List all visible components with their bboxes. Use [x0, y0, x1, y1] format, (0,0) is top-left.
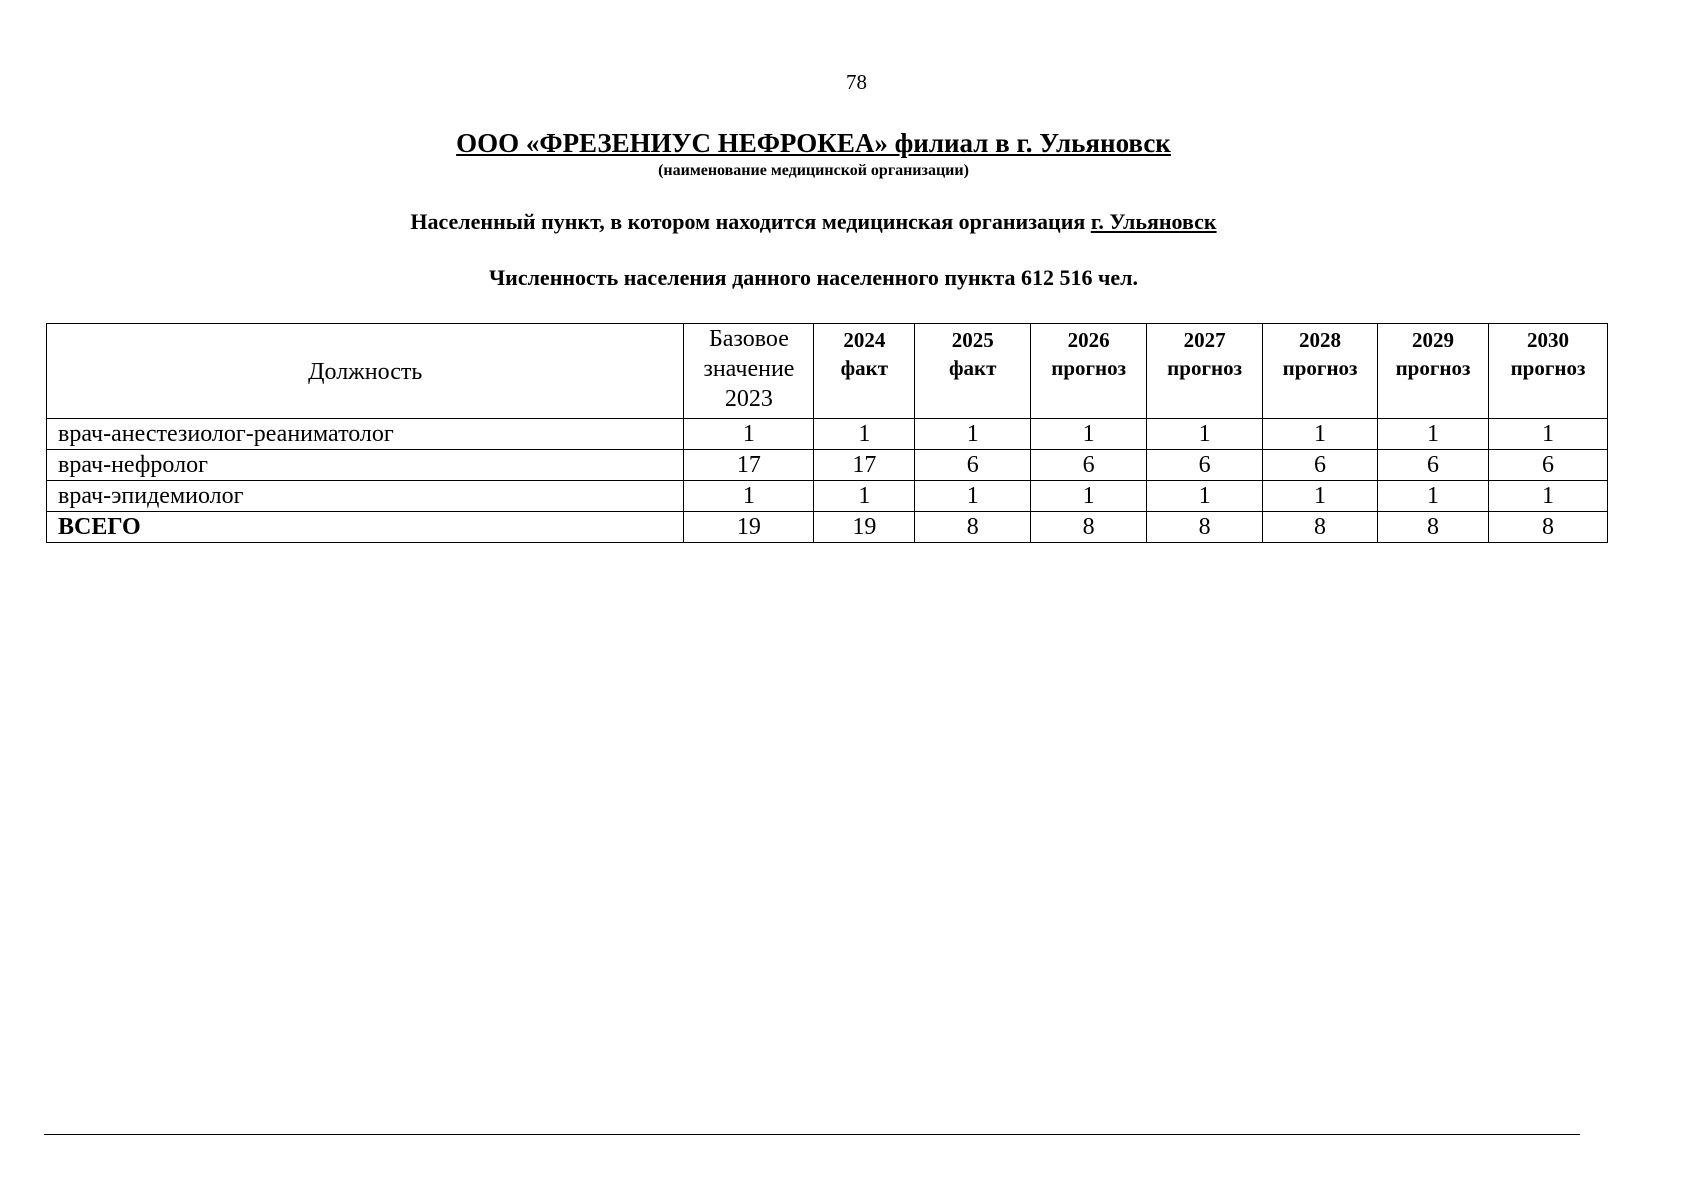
header-base-value	[684, 324, 814, 419]
value-cell: 1	[1031, 419, 1147, 450]
value-cell: 17	[684, 450, 814, 481]
header-year-2025	[915, 324, 1031, 419]
value-cell: 1	[1378, 481, 1489, 512]
total-value-cell: 8	[1147, 512, 1263, 543]
value-cell: 6	[1031, 450, 1147, 481]
total-value-cell: 8	[1378, 512, 1489, 543]
locality-value: г. Ульяновск	[1090, 209, 1217, 234]
header-year: 2027	[1183, 328, 1226, 352]
organization-name	[0, 128, 1627, 159]
value-cell: 1	[814, 419, 915, 450]
value-cell: 6	[1263, 450, 1378, 481]
table-header-row	[47, 324, 1608, 419]
footer-divider	[44, 1134, 1580, 1135]
value-cell: 17	[814, 450, 915, 481]
header-base-line-2: значение	[703, 356, 795, 382]
locality-label: Населенный пункт, в котором находится медицинская организация	[410, 209, 1086, 234]
table-row	[47, 450, 1608, 481]
header-year: 2024	[843, 328, 886, 352]
value-cell: 1	[1147, 419, 1263, 450]
locality-line	[0, 209, 1627, 235]
position-cell: врач-эпидемиолог	[47, 481, 684, 512]
value-cell: 1	[1378, 419, 1489, 450]
table-total-row	[47, 512, 1608, 543]
value-cell: 1	[1031, 481, 1147, 512]
header-year: 2028	[1299, 328, 1342, 352]
header-base-line-3: 2023	[724, 386, 773, 412]
value-cell: 1	[684, 481, 814, 512]
value-cell: 1	[1263, 481, 1378, 512]
header-kind: прогноз	[1167, 356, 1243, 380]
table-row	[47, 419, 1608, 450]
total-value-cell: 8	[1488, 512, 1607, 543]
value-cell: 1	[1488, 481, 1607, 512]
value-cell: 1	[684, 419, 814, 450]
value-cell: 1	[814, 481, 915, 512]
header-year-2026	[1031, 324, 1147, 419]
header-kind: прогноз	[1510, 356, 1586, 380]
total-value-cell: 8	[1263, 512, 1378, 543]
population-line: Численность населения данного населенного пункта 612 516 чел.	[489, 265, 1138, 290]
total-value-cell: 8	[1031, 512, 1147, 543]
header-year: 2029	[1412, 328, 1454, 352]
total-label-cell: ВСЕГО	[47, 512, 684, 543]
header-position: Должность	[47, 324, 684, 419]
total-value-cell: 19	[814, 512, 915, 543]
header-year-2029	[1378, 324, 1489, 419]
header-kind: факт	[949, 356, 997, 380]
value-cell: 6	[1147, 450, 1263, 481]
total-value-cell: 19	[684, 512, 814, 543]
total-value-cell: 8	[915, 512, 1031, 543]
value-cell: 1	[1263, 419, 1378, 450]
header-year-2024	[814, 324, 915, 419]
staffing-table	[46, 323, 1608, 543]
organization-name-text: ООО «ФРЕЗЕНИУС НЕФРОКЕА» филиал в г. Ульяновск	[456, 128, 1171, 158]
header-kind: факт	[840, 356, 889, 380]
header-kind: прогноз	[1051, 356, 1127, 380]
position-cell: врач-нефролог	[47, 450, 684, 481]
value-cell: 1	[1488, 419, 1607, 450]
page-number: 78	[846, 70, 867, 94]
value-cell: 6	[1488, 450, 1607, 481]
header-year: 2026	[1067, 328, 1110, 352]
value-cell: 6	[1378, 450, 1489, 481]
header-year: 2025	[951, 328, 994, 352]
value-cell: 1	[915, 481, 1031, 512]
value-cell: 1	[915, 419, 1031, 450]
header-base-line-1: Базовое	[708, 326, 789, 352]
value-cell: 1	[1147, 481, 1263, 512]
value-cell: 6	[915, 450, 1031, 481]
header-year-2028	[1263, 324, 1378, 419]
header-kind: прогноз	[1282, 356, 1358, 380]
header-year-2027	[1147, 324, 1263, 419]
position-cell: врач-анестезиолог-реаниматолог	[47, 419, 684, 450]
header-kind: прогноз	[1395, 356, 1471, 380]
header-year-2030	[1488, 324, 1607, 419]
table-row	[47, 481, 1608, 512]
organization-caption: (наименование медицинской организации)	[658, 162, 969, 179]
header-year: 2030	[1526, 328, 1569, 352]
